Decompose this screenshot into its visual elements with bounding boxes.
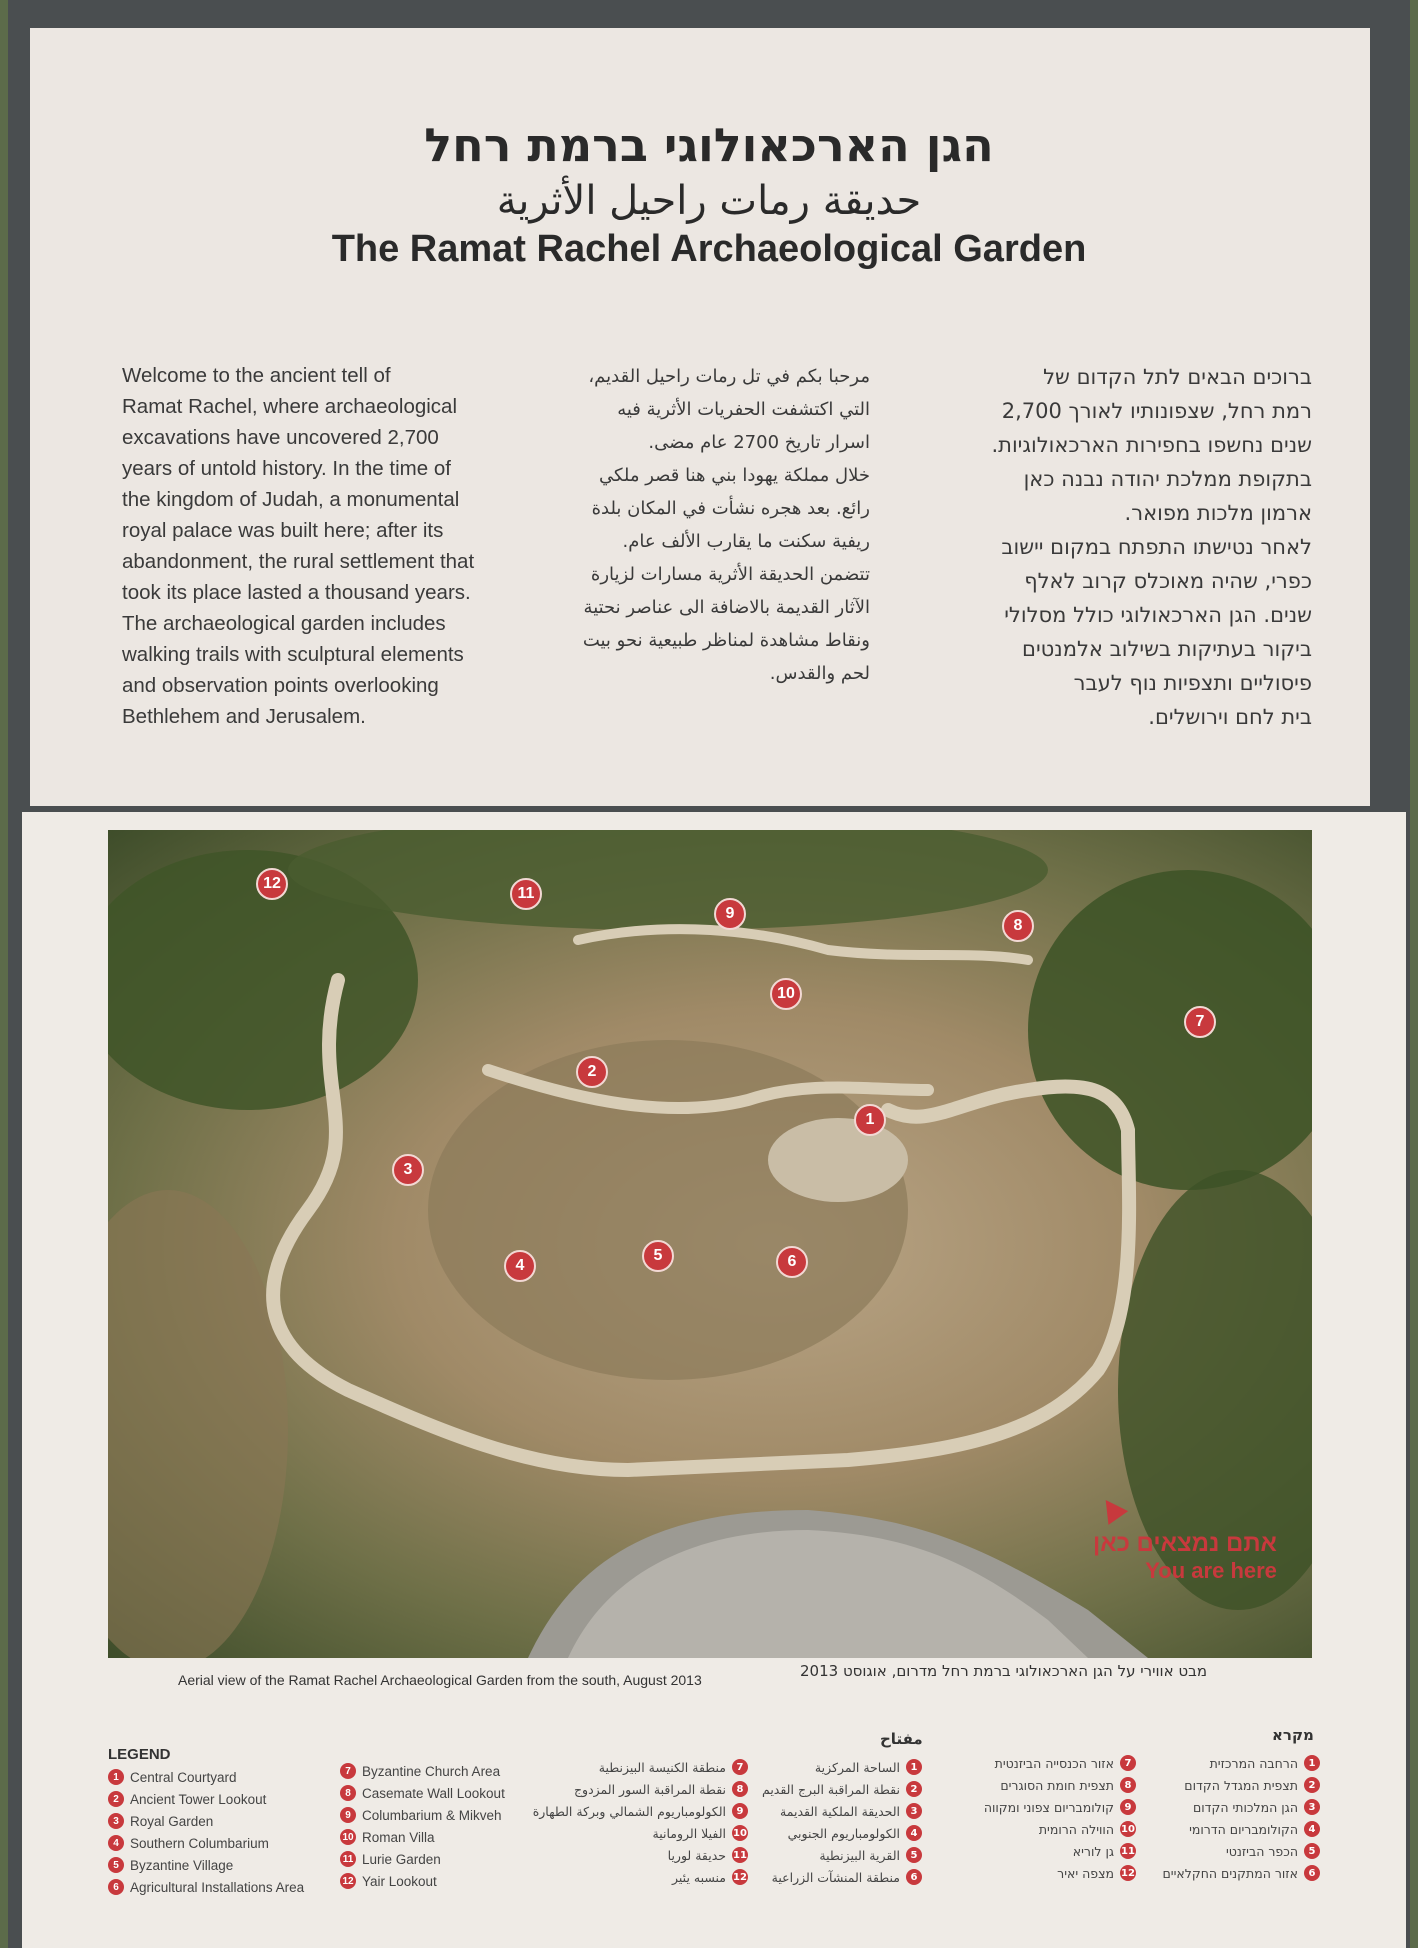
legend-title-english: LEGEND (108, 1746, 171, 1763)
legend-hebrew-col-2 (966, 1752, 1136, 1884)
legend-english-label: Byzantine Church Area (362, 1763, 501, 1779)
intro-hebrew-line: בית לחם וירושלים. (1148, 705, 1312, 729)
legend-number-badge: 5 (906, 1847, 922, 1863)
intro-hebrew-line: פיסוליים ותצפיות נוף לעבר (1073, 671, 1312, 695)
map-marker-3: 3 (392, 1154, 424, 1186)
intro-arabic (540, 360, 870, 690)
intro-arabic-line: اسرار تاريخ 2700 عام مضى. (648, 432, 870, 453)
legend-number-badge: 6 (906, 1869, 922, 1885)
legend-arabic-col-1 (762, 1756, 922, 1888)
legend-hebrew-label: מצפה יאיר (1057, 1865, 1114, 1881)
legend-english-label: Royal Garden (130, 1813, 214, 1829)
map-marker-10: 10 (770, 978, 802, 1010)
legend-hebrew-label: הכפר הביזנטי (1225, 1843, 1298, 1859)
legend-english-label: Agricultural Installations Area (130, 1879, 305, 1895)
legend-number-badge: 2 (906, 1781, 922, 1797)
legend-arabic-label: الساحة المركزية (814, 1759, 900, 1775)
map-marker-9: 9 (714, 898, 746, 930)
legend-english-item (340, 1804, 505, 1826)
intro-hebrew-line: בתקופת ממלכת יהודה נבנה כאן (1023, 467, 1312, 491)
legend-hebrew-label: קולומבריום צפוני ומקווה (983, 1799, 1114, 1815)
legend-hebrew-label: הגן המלכותי הקדום (1192, 1799, 1298, 1815)
legend-english-label: Yair Lookout (362, 1873, 437, 1889)
legend-arabic-item (790, 1844, 922, 1866)
legend-hebrew-label: הווילה הרומית (1038, 1821, 1114, 1837)
legend-arabic-item (530, 1778, 748, 1800)
legend-number-badge: 12 (340, 1873, 356, 1889)
legend-english-label: Central Courtyard (130, 1769, 237, 1785)
legend-arabic-item (530, 1800, 748, 1822)
legend-english-item (108, 1876, 304, 1898)
legend-title-hebrew: מקרא (1272, 1726, 1314, 1744)
legend-english-item (340, 1870, 505, 1892)
legend-hebrew-item (966, 1818, 1136, 1840)
legend-hebrew-label: גן לוריא (1072, 1843, 1114, 1859)
caption-english: Aerial view of the Ramat Rachel Archaeological Garden from the south, August 2013 (178, 1672, 702, 1688)
legend-number-badge: 3 (108, 1813, 124, 1829)
intro-arabic-line: مرحبا بكم في تل رمات راحيل القديم، (588, 366, 870, 387)
legend-hebrew-item (1170, 1752, 1320, 1774)
intro-hebrew-line: רמת רחל, שצפונותיו לאורך 2,700 (1001, 399, 1312, 423)
legend-arabic-label: حديقة لوريا (667, 1847, 726, 1863)
intro-arabic-line: خلال مملكة يهودا بني هنا قصر ملكي (598, 465, 870, 486)
legend-hebrew-item (1170, 1796, 1320, 1818)
legend-number-badge: 3 (1304, 1799, 1320, 1815)
legend-english-item (340, 1782, 505, 1804)
you-are-here-english: You are here (1145, 1558, 1277, 1583)
legend-hebrew-item (1170, 1840, 1320, 1862)
legend-number-badge: 2 (1304, 1777, 1320, 1793)
legend-hebrew-item (966, 1752, 1136, 1774)
legend-hebrew-item (966, 1840, 1136, 1862)
intro-hebrew-line: שנים. הגן הארכאולוגי כולל מסלולי (1004, 603, 1312, 627)
aerial-photo (108, 830, 1312, 1658)
legend-number-badge: 11 (732, 1847, 748, 1863)
legend-arabic-item (771, 1866, 922, 1888)
intro-hebrew-line: שנים נחשפו בחפירות הארכאולוגיות. (991, 433, 1312, 457)
legend-hebrew-label: הרחבה המרכזית (1209, 1755, 1298, 1771)
map-marker-1: 1 (854, 1104, 886, 1136)
legend-arabic-label: الكولومباريوم الشمالي وبركة الطهارة (532, 1803, 726, 1819)
legend-arabic-item (790, 1756, 922, 1778)
map-marker-2: 2 (576, 1056, 608, 1088)
legend-arabic-label: منطقة المنشآت الزراعية (771, 1869, 900, 1885)
legend-number-badge: 8 (1120, 1777, 1136, 1793)
legend-arabic-label: نقطة المراقبة البرج القديم (762, 1781, 900, 1797)
legend-number-badge: 10 (732, 1825, 748, 1841)
intro-hebrew-line: לאחר נטישתו התפתח במקום יישוב (1001, 535, 1312, 559)
legend-hebrew-label: אזור הכנסייה הביזנטית (994, 1755, 1114, 1771)
legend-arabic-item (787, 1822, 922, 1844)
legend-number-badge: 2 (108, 1791, 124, 1807)
intro-arabic-line: التي اكتشفت الحفريات الأثرية فيه (617, 399, 870, 420)
legend-arabic-item (780, 1800, 922, 1822)
legend-number-badge: 10 (1120, 1821, 1136, 1837)
legend-arabic-label: الفيلا الرومانية (652, 1825, 726, 1841)
legend-english-item (108, 1766, 304, 1788)
legend-number-badge: 4 (108, 1835, 124, 1851)
legend-english-label: Casemate Wall Lookout (362, 1785, 505, 1801)
legend-number-badge: 9 (340, 1807, 356, 1823)
legend-number-badge: 12 (732, 1869, 748, 1885)
intro-english-line: royal palace was built here; after its (122, 519, 444, 542)
legend-english-item (108, 1810, 304, 1832)
map-marker-7: 7 (1184, 1006, 1216, 1038)
legend-title-arabic: مفتاح (880, 1730, 923, 1748)
legend-hebrew-label: אזור המתקנים החקלאיים (1162, 1865, 1298, 1881)
intro-english-line: Welcome to the ancient tell of (122, 364, 391, 387)
map-marker-5: 5 (642, 1240, 674, 1272)
legend-number-badge: 11 (1120, 1843, 1136, 1859)
legend-number-badge: 8 (340, 1785, 356, 1801)
title-hebrew: הגן הארכאולוגי ברמת רחל (424, 118, 994, 172)
legend-english-label: Ancient Tower Lookout (130, 1791, 267, 1807)
intro-english-line: excavations have uncovered 2,700 (122, 426, 439, 449)
legend-hebrew-item (966, 1862, 1136, 1884)
legend-english-item (340, 1826, 505, 1848)
legend-arabic-label: نقطة المراقبة السور المزدوج (573, 1781, 726, 1797)
legend-hebrew-label: הקולומבריום הדרומי (1189, 1821, 1298, 1837)
intro-english-line: took its place lasted a thousand years. (122, 581, 471, 604)
map-marker-12: 12 (256, 868, 288, 900)
legend-english-label: Lurie Garden (362, 1851, 441, 1867)
legend-english-label: Byzantine Village (130, 1857, 234, 1873)
intro-arabic-line: لحم والقدس. (769, 663, 870, 684)
legend-arabic-item (530, 1756, 748, 1778)
legend-arabic-label: القرية البيزنطية (819, 1847, 900, 1863)
legend-arabic-label: منطقة الكنيسة البيزنطية (598, 1759, 726, 1775)
map-marker-8: 8 (1002, 910, 1034, 942)
legend-number-badge: 8 (732, 1781, 748, 1797)
you-are-here-hebrew: אתם נמצאים כאן (1093, 1530, 1277, 1557)
legend-hebrew-label: תצפית חומת הסוגרים (1000, 1777, 1114, 1793)
map-marker-11: 11 (510, 878, 542, 910)
intro-hebrew-line: ביקור בעתיקות בשילוב אלמנטים (1022, 637, 1312, 661)
legend-english-item (108, 1788, 304, 1810)
legend-hebrew-item (1170, 1774, 1320, 1796)
legend-hebrew-label: תצפית המגדל הקדום (1184, 1777, 1298, 1793)
legend-number-badge: 5 (1304, 1843, 1320, 1859)
legend-number-badge: 9 (732, 1803, 748, 1819)
legend-arabic-item (530, 1822, 748, 1844)
legend-english-item (340, 1760, 505, 1782)
legend-hebrew-item (966, 1774, 1136, 1796)
legend-hebrew-item (966, 1796, 1136, 1818)
legend-english-item (108, 1854, 304, 1876)
legend-number-badge: 1 (1304, 1755, 1320, 1771)
legend-number-badge: 3 (906, 1803, 922, 1819)
legend-arabic-label: الحديقة الملكية القديمة (780, 1803, 900, 1819)
title-english: The Ramat Rachel Archaeological Garden (331, 228, 1087, 270)
legend-arabic-item (530, 1844, 748, 1866)
legend-number-badge: 7 (340, 1763, 356, 1779)
intro-english-line: Bethlehem and Jerusalem. (122, 705, 366, 728)
intro-english-line: The archaeological garden includes (122, 612, 446, 635)
legend-number-badge: 9 (1120, 1799, 1136, 1815)
intro-english-line: walking trails with sculptural elements (122, 643, 464, 666)
legend-number-badge: 5 (108, 1857, 124, 1873)
legend-arabic-item (762, 1778, 922, 1800)
map-marker-6: 6 (776, 1246, 808, 1278)
legend-arabic-label: الكولومباريوم الجنوبي (787, 1825, 900, 1841)
intro-arabic-line: ونقاط مشاهدة لمناظر طبيعية نحو بيت (582, 630, 870, 651)
intro-english-line: and observation points overlooking (122, 674, 439, 697)
legend-english-label: Columbarium & Mikveh (362, 1807, 502, 1823)
legend-english-col-2 (340, 1760, 505, 1892)
legend-english-col-1 (108, 1766, 304, 1898)
legend-number-badge: 1 (906, 1759, 922, 1775)
legend-number-badge: 6 (1304, 1865, 1320, 1881)
legend-english-label: Southern Columbarium (130, 1835, 269, 1851)
caption-hebrew: מבט אווירי על הגן הארכאולוגי ברמת רחל מדרום, אוגוסט 2013 (800, 1662, 1208, 1680)
intro-hebrew-line: כפרי, שהיה מאוכלס קרוב לאלף (1024, 569, 1312, 593)
legend-arabic-label: منسبه يئير (672, 1869, 726, 1885)
legend-english-item (108, 1832, 304, 1854)
legend-number-badge: 4 (906, 1825, 922, 1841)
intro-english-line: abandonment, the rural settlement that (122, 550, 475, 573)
legend-hebrew-col-1 (1162, 1752, 1320, 1884)
you-are-here-label (1093, 1530, 1277, 1584)
intro-english-line: Ramat Rachel, where archaeological (122, 395, 458, 418)
legend-number-badge: 4 (1304, 1821, 1320, 1837)
legend-number-badge: 12 (1120, 1865, 1136, 1881)
legend-number-badge: 10 (340, 1829, 356, 1845)
intro-arabic-line: ريفية سكنت ما يقارب الألف عام. (622, 531, 870, 552)
legend-hebrew-item (1162, 1862, 1320, 1884)
intro-english-line: years of untold history. In the time of (122, 457, 451, 480)
legend-arabic-item (530, 1866, 748, 1888)
legend-hebrew-item (1170, 1818, 1320, 1840)
intro-hebrew-line: ארמון מלכות מפואר. (1124, 501, 1312, 525)
legend-arabic-col-2 (530, 1756, 748, 1888)
legend-english-label: Roman Villa (362, 1829, 435, 1845)
legend-number-badge: 11 (340, 1851, 356, 1867)
legend-number-badge: 7 (1120, 1755, 1136, 1771)
map-marker-4: 4 (504, 1250, 536, 1282)
legend-number-badge: 7 (732, 1759, 748, 1775)
legend-english-item (340, 1848, 505, 1870)
intro-english-line: the kingdom of Judah, a monumental (122, 488, 460, 511)
intro-hebrew-line: ברוכים הבאים לתל הקדום של (1043, 365, 1312, 389)
intro-hebrew (910, 360, 1312, 734)
legend-number-badge: 6 (108, 1879, 124, 1895)
intro-english (122, 360, 517, 732)
title-arabic: حديقة رمات راحيل الأثرية (496, 178, 922, 224)
intro-arabic-line: تتضمن الحديقة الأثرية مسارات لزيارة (590, 564, 870, 585)
legend-number-badge: 1 (108, 1769, 124, 1785)
intro-arabic-line: الآثار القديمة بالاضافة الى عناصر نحتية (583, 597, 870, 618)
intro-arabic-line: رائع. بعد هجره نشأت في المكان بلدة (591, 498, 870, 519)
